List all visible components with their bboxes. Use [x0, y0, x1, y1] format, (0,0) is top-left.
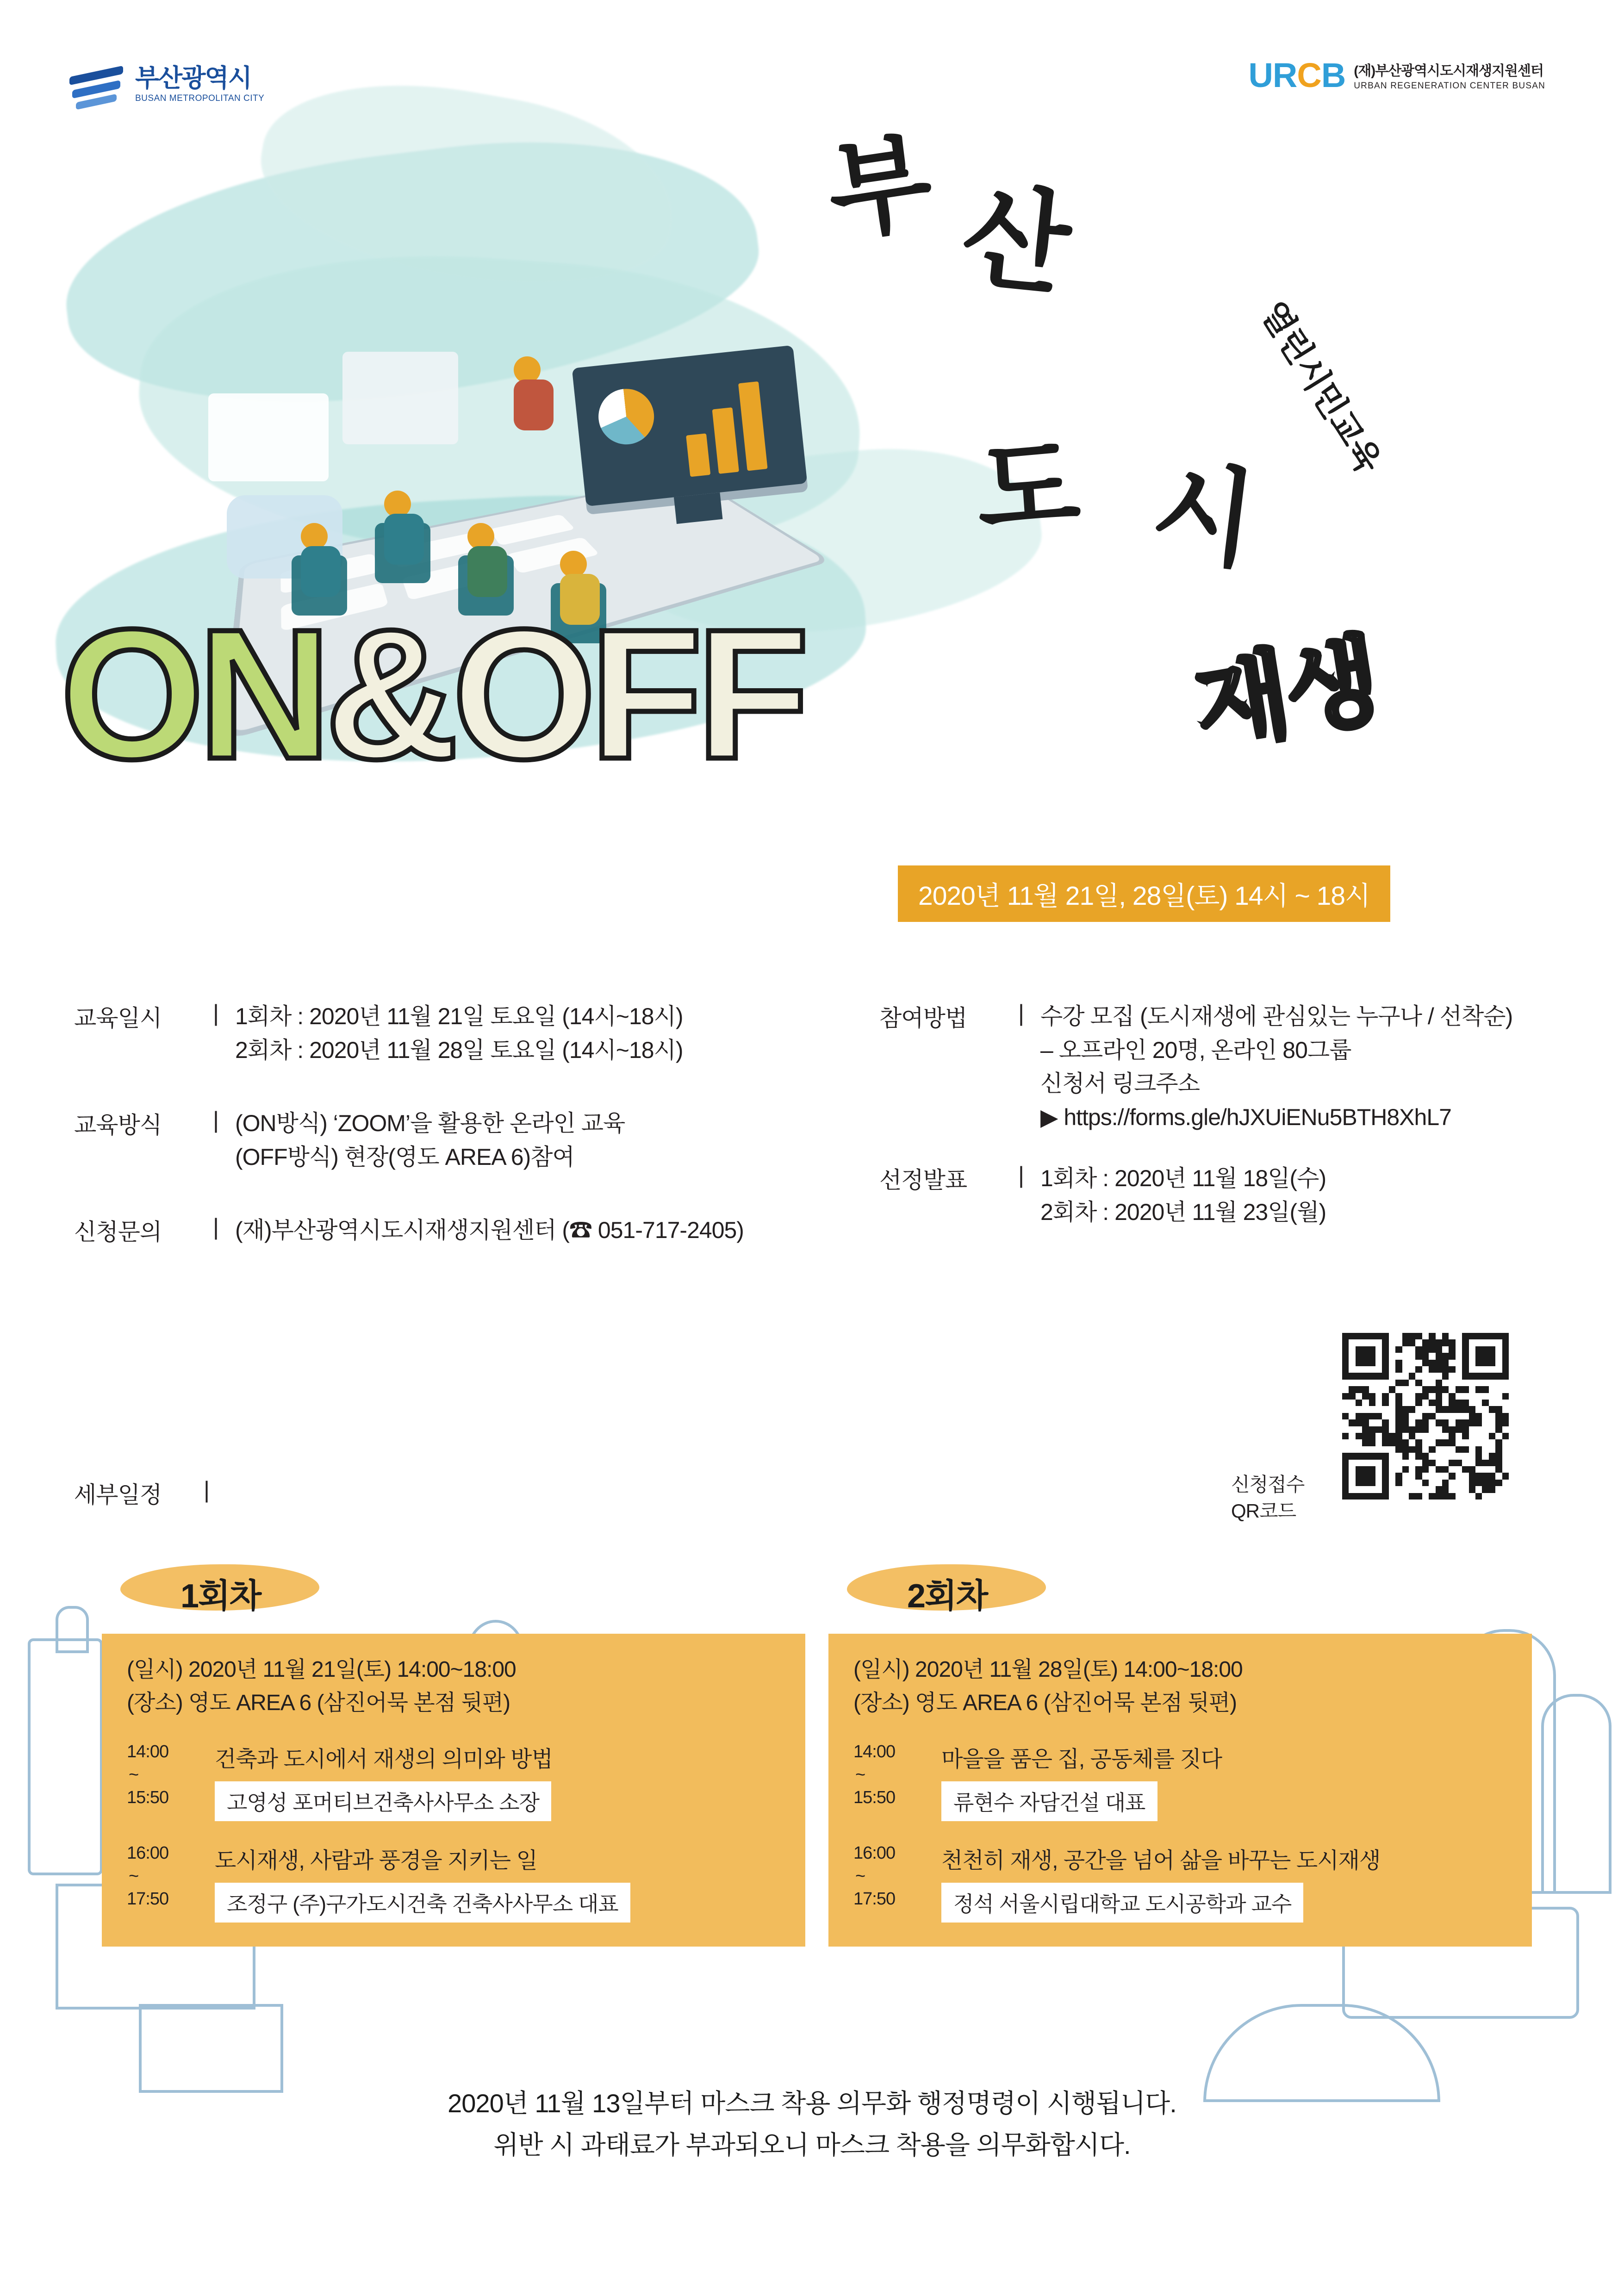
qr-caption — [1231, 1472, 1304, 1524]
title-char-san: 산 — [956, 173, 1076, 308]
info-line: 수강 모집 (도시재생에 관심있는 누구나 / 선착순) — [1040, 1003, 1513, 1029]
info-label-education-method: 교육방식 — [74, 1112, 162, 1138]
main-title-onoff — [60, 591, 803, 797]
info-separator-4: | — [1018, 1000, 1024, 1026]
title-char-si: 시 — [1145, 450, 1263, 581]
slot-start-time: 16:00 — [127, 1843, 169, 1863]
session-datetime-2: (일시) 2020년 11월 28일(토) 14:00~18:00 — [853, 1657, 1243, 1682]
slot-title: 천천히 재생, 공간을 넘어 삶을 바꾸는 도시재생 — [941, 1848, 1381, 1873]
wall-panel-2 — [342, 352, 458, 444]
info-line: 2회차 : 2020년 11월 28일 토요일 (14시~18시) — [235, 1037, 683, 1063]
info-label-contact: 신청문의 — [74, 1219, 162, 1245]
info-row-education-datetime — [74, 1000, 838, 1067]
info-column-left — [74, 1000, 838, 1255]
bar-3 — [738, 381, 768, 471]
main-title-ampersand: & — [325, 591, 452, 797]
event-date-banner: 2020년 11월 21일, 28일(토) 14시 ~ 18시 — [898, 865, 1390, 922]
info-value-announcement — [1040, 1162, 1326, 1229]
info-row-education-method — [74, 1107, 838, 1174]
audience-figure-1 — [384, 491, 424, 565]
audience-figure-4 — [301, 523, 341, 597]
slot-time-range — [853, 1741, 941, 1821]
bar-1 — [686, 433, 710, 477]
slot-start-time: 16:00 — [853, 1843, 896, 1863]
info-value-education-method — [235, 1107, 625, 1174]
info-line: 1회차 : 2020년 11월 21일 토요일 (14시~18시) — [235, 1003, 683, 1029]
session-tab-label-1: 1회차 — [180, 1578, 261, 1615]
main-title-off: OFF — [452, 591, 803, 797]
urcb-logo — [1248, 56, 1545, 94]
slot-speaker: 류현수 자담건설 대표 — [941, 1781, 1157, 1821]
qr-code-block[interactable] — [1342, 1333, 1509, 1500]
wall-panel-1 — [208, 393, 329, 481]
info-row-announcement — [879, 1162, 1574, 1229]
title-char-do: 도 — [972, 425, 1083, 551]
info-row-participation — [879, 1000, 1574, 1134]
title-subtitle-citizen-education: 열린시민교육 — [1253, 295, 1388, 479]
busan-logo-english: BUSAN METROPOLITAN CITY — [135, 93, 265, 103]
slot-tilde: ~ — [129, 1866, 139, 1886]
slot-time-range — [127, 1842, 215, 1923]
info-value-contact — [235, 1213, 744, 1247]
busan-emblem-icon — [69, 65, 125, 105]
slot-end-time: 17:50 — [127, 1889, 169, 1909]
audience-figure-2 — [467, 523, 507, 597]
info-value-education-datetime — [235, 1000, 683, 1067]
pie-chart-icon — [596, 386, 657, 447]
application-form-link[interactable]: ▶ https://forms.gle/hJXUiENu5BTH8XhL7 — [1040, 1104, 1451, 1130]
slot-speaker: 조정구 (주)구가도시건축 건축사사무소 대표 — [215, 1883, 630, 1923]
busan-logo-korean: 부산광역시 — [135, 64, 251, 92]
schedule-separator: | — [204, 1477, 210, 1503]
qr-code-image[interactable] — [1342, 1333, 1509, 1500]
session-card-1 — [102, 1578, 805, 1947]
qr-caption-line2: QR코드 — [1231, 1500, 1296, 1522]
info-value-participation — [1040, 1000, 1512, 1134]
urcb-name-english: URBAN REGENERATION CENTER BUSAN — [1354, 81, 1545, 91]
slot-start-time: 14:00 — [127, 1742, 169, 1761]
info-label-announcement: 선정발표 — [879, 1167, 967, 1193]
slot-end-time: 15:50 — [853, 1788, 896, 1807]
session-slot — [853, 1842, 1507, 1923]
main-title-on: ON — [60, 591, 325, 797]
presentation-screen-graphic — [572, 345, 808, 507]
qr-caption-line1: 신청접수 — [1231, 1474, 1305, 1495]
urcb-name-korean: (재)부산광역시도시재생지원센터 — [1354, 63, 1543, 79]
slot-tilde: ~ — [855, 1765, 865, 1785]
info-line: (ON방식) ‘ZOOM’을 활용한 온라인 교육 — [235, 1110, 625, 1136]
session-datetime-1: (일시) 2020년 11월 21일(토) 14:00~18:00 — [127, 1657, 516, 1682]
screen-stand — [674, 492, 723, 524]
info-line: (재)부산광역시도시재생지원센터 (☎ 051-717-2405) — [235, 1217, 744, 1243]
title-char-bu: 부 — [821, 121, 939, 254]
session-place-1: (장소) 영도 AREA 6 (삼진어묵 본점 뒷편) — [127, 1691, 510, 1715]
session-slot — [127, 1741, 780, 1821]
session-place-2: (장소) 영도 AREA 6 (삼진어묵 본점 뒷편) — [853, 1691, 1237, 1715]
info-label-education-datetime: 교육일시 — [74, 1005, 162, 1031]
info-column-right — [879, 1000, 1574, 1236]
urcb-letter-r: R — [1272, 56, 1297, 94]
info-line: (OFF방식) 현장(영도 AREA 6)참여 — [235, 1144, 574, 1170]
slot-speaker: 정석 서울시립대학교 도시공학과 교수 — [941, 1883, 1303, 1923]
urcb-letter-c: C — [1297, 56, 1321, 94]
busan-city-logo — [69, 65, 264, 105]
info-separator-1: | — [213, 1000, 219, 1026]
info-line: 2회차 : 2020년 11월 23일(월) — [1040, 1199, 1326, 1225]
info-line: 1회차 : 2020년 11월 18일(수) — [1040, 1165, 1326, 1191]
session-tab-2 — [847, 1564, 1046, 1615]
slot-end-time: 15:50 — [127, 1788, 169, 1807]
session-slot — [853, 1741, 1507, 1821]
slot-title: 도시재생, 사람과 풍경을 지키는 일 — [215, 1848, 537, 1873]
slot-time-range — [853, 1842, 941, 1923]
slot-tilde: ~ — [855, 1866, 865, 1886]
slot-speaker: 고영성 포머티브건축사사무소 소장 — [215, 1781, 551, 1821]
slot-time-range — [127, 1741, 215, 1821]
slot-tilde: ~ — [129, 1765, 139, 1785]
session-card-2 — [828, 1578, 1532, 1947]
urcb-letter-u: U — [1248, 56, 1273, 94]
info-separator-5: | — [1018, 1162, 1024, 1188]
mask-notice-line1: 2020년 11월 13일부터 마스크 착용 의무화 행정명령이 시행됩니다. — [448, 2089, 1176, 2118]
info-label-participation: 참여방법 — [879, 1005, 967, 1031]
urcb-abbreviation — [1248, 56, 1346, 94]
info-line: 신청서 링크주소 — [1040, 1070, 1200, 1096]
mask-notice — [0, 2083, 1624, 2165]
session-tab-label-2: 2회차 — [907, 1578, 988, 1615]
session-slot — [127, 1842, 780, 1923]
bar-2 — [712, 407, 739, 474]
slot-title: 건축과 도시에서 재생의 의미와 방법 — [215, 1747, 553, 1772]
presenter-figure — [514, 356, 554, 430]
slot-title: 마을을 품은 집, 공동체를 짓다 — [941, 1747, 1222, 1772]
info-line: – 오프라인 20명, 온라인 80그룹 — [1040, 1037, 1351, 1063]
mask-notice-line2: 위반 시 과태료가 부과되오니 마스크 착용을 의무화합시다. — [493, 2130, 1131, 2159]
info-row-contact — [74, 1213, 838, 1247]
session-tab-1 — [120, 1564, 319, 1615]
info-separator-2: | — [213, 1107, 219, 1133]
info-separator-3: | — [213, 1214, 219, 1240]
slot-end-time: 17:50 — [853, 1889, 896, 1909]
schedule-label: 세부일정 — [74, 1482, 162, 1508]
title-char-jaesaeng: 재생 — [1188, 625, 1385, 762]
urcb-letter-b: B — [1321, 56, 1346, 94]
slot-start-time: 14:00 — [853, 1742, 896, 1761]
